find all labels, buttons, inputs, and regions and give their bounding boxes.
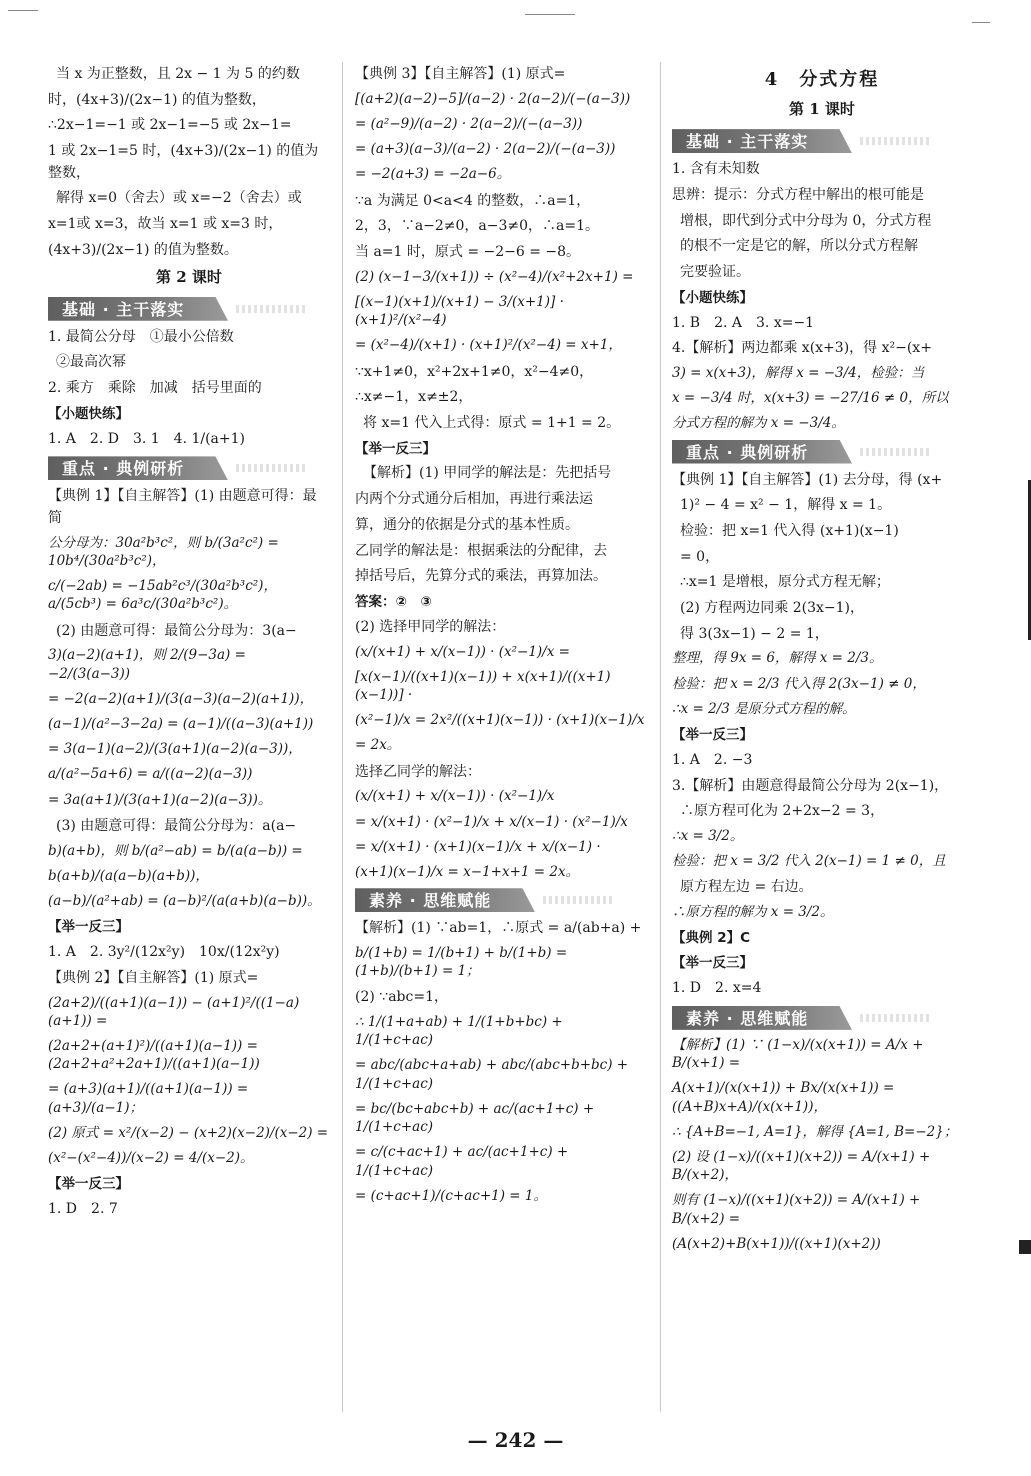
column-divider-1 (342, 62, 343, 1412)
text-line: 选择乙同学的解法： (355, 763, 481, 780)
practice-block (355, 463, 645, 881)
quick-practice-tag: 【小题快练】 (672, 289, 753, 306)
math-line: (x²−1)/x = 2x²/((x+1)(x−1)) · (x+1)(x−1)/x (355, 712, 645, 729)
text-line: 将 x=1 代入上式得：原式 = 1+1 = 2。 (363, 414, 621, 431)
banner-label: 素养 · 思维赋能 (369, 891, 492, 911)
math-line: = (a+3)(a+1)/((a+1)(a−1)) = (a+3)/(a−1)； (48, 1081, 249, 1116)
text-line: 原方程左边 = 右边。 (680, 879, 813, 896)
math-line: (2) 原式 = x²/(x−2) − (x+2)(x−2)/(x−2) = (48, 1124, 329, 1141)
banner-decoration (236, 305, 306, 313)
example-2-block (48, 968, 330, 1167)
literacy-block (672, 1036, 972, 1253)
section-banner (672, 129, 972, 153)
math-line: (a−1)/(a²−3−2a) = (a−1)/((a−3)(a+1)) (48, 716, 314, 733)
math-line: 则有 (1−x)/((x+1)(x+2)) = A/(x+1) + B/(x+2) = (672, 1192, 921, 1227)
text-line: (3) 由题意可得：最简公分母为：a(a− (56, 817, 297, 834)
math-line: (x+1)(x−1)/x = x−1+x+1 = 2x。 (355, 863, 580, 880)
banner-label: 基础 · 主干落实 (686, 132, 809, 152)
text-line: 完要验证。 (680, 263, 750, 280)
math-line: = (a+3)(a−3)/(a−2) · 2(a−2)/(−(a−3)) (355, 141, 616, 158)
lesson-title: 第 2 课时 (156, 267, 222, 286)
math-line: 分式方程的解为 x = −3/4。 (672, 415, 845, 432)
banner-decoration (543, 896, 613, 904)
banner-label: 基础 · 主干落实 (62, 299, 185, 319)
column-divider-2 (660, 62, 661, 1412)
banner-decoration (236, 464, 306, 472)
math-line: [(x−1)(x+1)/(x+1) − 3/(x+1)] · (x+1)²/(x²−4) (355, 293, 564, 329)
side-tab-mark (1019, 1240, 1031, 1254)
math-line: (a−b)/(a²+ab) = (a−b)²/(a(a+b)(a−b))。 (48, 893, 321, 910)
text-line: (2) 选择甲同学的解法： (355, 618, 506, 635)
math-line: (x/(x+1) + x/(x−1)) · (x²−1)/x (355, 788, 555, 805)
math-line: 整理，得 9x = 6，解得 x = 2/3。 (672, 650, 883, 667)
math-line: b/(1+b) = 1/(b+1) + b/(1+b) = (1+b)/(b+1) = 1； (355, 944, 568, 980)
text-line: 的根不一定是它的解，所以分式方程解 (680, 238, 918, 255)
text-line: (4x+3)/(2x−1) 的值为整数。 (48, 241, 238, 258)
page-number: — 242 — (467, 1428, 564, 1452)
text-line: 乙同学的解法是：根据乘法的分配律，去 (355, 542, 607, 559)
math-line: = bc/(bc+abc+b) + ac/(ac+1+c) + 1/(1+c+ac) (355, 1100, 595, 1136)
math-line: 3) = x(x+3)，解得 x = −3/4，检验：当 (672, 364, 925, 381)
text-line: ∵x+1≠0，x²+2x+1≠0，x²−4≠0， (355, 363, 594, 380)
literacy-block (355, 918, 645, 1205)
text-line: = 0， (680, 548, 720, 565)
example-1-block (672, 470, 972, 718)
text-line: 1. A 2. −3 (672, 751, 753, 768)
text-line: 当 a=1 时，原式 = −2−6 = −8。 (355, 243, 581, 260)
text-line: 3.【解析】由题意得最简公分母为 2(x−1)， (672, 777, 949, 794)
text-line: ②最高次幂 (56, 354, 126, 371)
math-line: = x/(x+1) · (x²−1)/x + x/(x−1) · (x²−1)/x (355, 813, 628, 830)
quick-block (672, 313, 972, 433)
text-line: 2. 乘方 乘除 加减 括号里面的 (48, 380, 262, 397)
math-line: (2) 设 (1−x)/((x+1)(x+2)) = A/(x+1) + B/(x+2)， (672, 1148, 931, 1184)
text-line: 算，通分的依据是分式的基本性质。 (355, 516, 579, 533)
lesson-title: 第 1 课时 (789, 99, 855, 118)
intro-block (48, 64, 330, 262)
basics-block (672, 159, 972, 283)
top-mark-right (972, 22, 990, 23)
banner-label: 重点 · 典例研析 (62, 459, 185, 479)
banner-decoration (860, 137, 930, 145)
practice-answers: 1. D 2. 7 (48, 1201, 118, 1218)
practice-tag: 【举一反三】 (672, 727, 753, 743)
math-line: a/(a²−5a+6) = a/((a−2)(a−3)) (48, 766, 253, 783)
section-banner (672, 440, 972, 464)
text-line: 【典例 1】【自主解答】(1) 由题意可得：最简 (48, 488, 317, 527)
practice-block (672, 750, 972, 921)
text-line: 1. 含有未知数 (672, 161, 760, 178)
text-line: ∴原方程可化为 2+2x−2 = 3， (680, 803, 885, 820)
math-line: (2a+2)/((a+1)(a−1)) − (a+1)²/((1−a)(a+1)) = (48, 994, 300, 1029)
text-line: 【解析】(1) 甲同学的解法是：先把括号 (363, 465, 612, 482)
math-line: = x/(x+1) · (x+1)(x−1)/x + x/(x−1) · (355, 838, 601, 855)
text-line: ∴x≠−1，x≠±2， (355, 389, 473, 406)
section-banner (672, 1006, 972, 1030)
math-line: ∴x = 3/2。 (672, 827, 744, 844)
text-line: x=1或 x=3，故当 x=1 或 x=3 时， (48, 216, 283, 233)
section-banner (48, 456, 330, 480)
banner-label: 素养 · 思维赋能 (686, 1008, 809, 1028)
text-line: 增根，即代到分式中分母为 0，分式方程 (680, 212, 932, 229)
example-3-block (355, 64, 645, 435)
section-banner (48, 297, 330, 321)
quick-practice-tag: 【小题快练】 (48, 405, 129, 422)
column-right (672, 62, 972, 1260)
text-line: 1)² − 4 = x² − 1，解得 x = 1。 (680, 497, 892, 514)
practice-answers: 1. A 2. 3y²/(12x²y) 10x/(12x²y) (48, 944, 280, 961)
math-line: ∴ 1/(1+a+ab) + 1/(1+b+bc) + 1/(1+c+ac) (355, 1014, 563, 1049)
text-line: 解得 x=0（舍去）或 x=−2（舍去）或 (56, 190, 302, 207)
example-1-block (48, 486, 330, 910)
practice-answers: 1. D 2. x=4 (672, 980, 762, 997)
text-line: 检验：把 x=1 代入得 (x+1)(x−1) (680, 522, 899, 539)
text-line: 2，3，∵a−2≠0，a−3≠0，∴a=1。 (355, 218, 600, 235)
text-line: 掉括号后，先算分式的乘法，再算加法。 (355, 568, 607, 585)
math-line: (A(x+2)+B(x+1))/((x+1)(x+2)) (672, 1235, 881, 1252)
math-line: = (x²−4)/(x+1) · (x+1)²/(x²−4) = x+1， (355, 337, 622, 354)
math-line: = (a²−9)/(a−2) · 2(a−2)/(−(a−3)) (355, 115, 583, 132)
text-line: 内两个分式通分后相加，再进行乘法运 (355, 491, 593, 508)
banner-decoration (860, 1014, 930, 1022)
top-mark-center (525, 14, 575, 15)
text-line: 【典例 1】【自主解答】(1) 去分母，得 (x+ (672, 471, 943, 488)
math-line: = −2(a+3) = −2a−6。 (355, 166, 511, 183)
math-line: 【解析】(1) ∵ (1−x)/(x(x+1)) = A/x + B/(x+1) = (672, 1036, 924, 1072)
text-line: ∴2x−1=−1 或 2x−1=−5 或 2x−1= (48, 117, 292, 134)
practice-tag: 【举一反三】 (355, 440, 436, 457)
text-line: (2) 由题意可得：最简公分母为：3(a− (56, 622, 297, 639)
math-line: = (c+ac+1)/(c+ac+1) = 1。 (355, 1187, 547, 1204)
text-line: 【典例 2】【自主解答】(1) 原式= (48, 969, 259, 986)
text-line: ∵a 为满足 0<a<4 的整数，∴a=1， (355, 192, 591, 209)
text-line: 1. 最简公分母 ①最小公倍数 (48, 328, 234, 345)
text-line: (2) 方程两边同乘 2(3x−1)， (680, 599, 865, 616)
text-line: 【解析】(1) ∵ab=1，∴原式 = a/(ab+a) + (355, 920, 642, 937)
text-line: 1 或 2x−1=5 时，(4x+3)/(2x−1) 的值为整数， (48, 143, 319, 181)
column-left (48, 62, 330, 1225)
math-line: = 2x。 (355, 737, 401, 754)
math-line: = c/(c+ac+1) + ac/(ac+1+c) + 1/(1+c+ac) (355, 1144, 569, 1179)
column-middle (355, 62, 645, 1212)
text-line: 1. B 2. A 3. x=−1 (672, 314, 815, 331)
answer-line: 答案：② ③ (355, 593, 432, 610)
section-title: 4 分式方程 (764, 69, 880, 90)
top-mark-left (8, 10, 38, 11)
practice-tag: 【举一反三】 (48, 1176, 129, 1193)
math-line: (2a+2+(a+1)²)/((a+1)(a−1)) = (2a+2+a²+2a+1)/((a+1)(a−1)) (48, 1037, 260, 1073)
text-line: 【典例 3】【自主解答】(1) 原式= (355, 66, 566, 82)
text-line: (2) ∵abc=1， (355, 989, 448, 1006)
quick-answers: 1. A 2. D 3. 1 4. 1/(a+1) (48, 430, 246, 447)
math-line: A(x+1)/(x(x+1)) + Bx/(x(x+1)) = ((A+B)x+A)/(x(x+1))， (672, 1080, 895, 1115)
math-line: = abc/(abc+a+ab) + abc/(abc+b+bc) + 1/(1+c+ac) (355, 1057, 629, 1092)
text-line: 当 x 为正整数，且 2x − 1 为 5 的约数 (56, 66, 300, 82)
math-line: x = −3/4 时，x(x+3) = −27/16 ≠ 0，所以 (672, 390, 949, 407)
example-2-answer: 【典例 2】C (672, 930, 751, 947)
math-line: = −2(a−2)(a+1)/(3(a−3)(a−2)(a+1))， (48, 690, 314, 707)
math-line: ∴x = 2/3 是原分式方程的解。 (672, 700, 856, 717)
math-line: = 3(a−1)(a−2)/(3(a+1)(a−2)(a−3))， (48, 741, 302, 758)
math-line: (2) (x−1−3/(x+1)) ÷ (x²−4)/(x²+2x+1) = (355, 268, 634, 285)
math-line: b)(a+b)，则 b/(a²−ab) = b/(a(a−b)) = (48, 842, 303, 859)
math-line: [x(x−1)/((x+1)(x−1)) + x(x+1)/((x+1)(x−1))] · (355, 668, 611, 703)
banner-decoration (860, 448, 930, 456)
math-line: 检验：把 x = 3/2 代入 2(x−1) = 1 ≠ 0，且 (672, 853, 946, 870)
math-line: 公分母为：30a²b³c²，则 b/(3a²c²) = 10b⁴/(30a²b³c²)， (48, 534, 279, 570)
text-line: 4.【解析】两边都乘 x(x+3)，得 x²−(x+ (672, 340, 932, 357)
math-line: c/(−2ab) = −15ab²c³/(30a²b³c²)，a/(5cb³) = 6a³c/(30a²b³c²)。 (48, 578, 277, 613)
math-line: ∴ {A+B=−1, A=1}，解得 {A=1, B=−2}； (672, 1123, 958, 1140)
text-line: 思辨：提示：分式方程中解出的根可能是 (672, 186, 924, 203)
text-line: 得 3(3x−1) − 2 = 1， (680, 625, 829, 642)
section-banner (355, 888, 645, 912)
text-line: ∴x=1 是增根，原分式方程无解； (680, 574, 890, 591)
practice-tag: 【举一反三】 (48, 919, 129, 936)
math-line: 3)(a−2)(a+1)，则 2/(9−3a) = −2/(3(a−3)) (48, 647, 246, 682)
math-line: = 3a(a+1)/(3(a+1)(a−2)(a−3))。 (48, 791, 272, 808)
math-line: [(a+2)(a−2)−5]/(a−2) · 2(a−2)/(−(a−3)) (355, 90, 631, 107)
banner-label: 重点 · 典例研析 (686, 442, 809, 462)
math-line: b(a+b)/(a(a−b)(a+b))， (48, 867, 209, 884)
math-line: (x/(x+1) + x/(x−1)) · (x²−1)/x = (355, 643, 570, 660)
text-line: 时，(4x+3)/(2x−1) 的值为整数， (48, 91, 266, 108)
math-line: ∴原方程的解为 x = 3/2。 (672, 904, 834, 921)
math-line: 检验：把 x = 2/3 代入得 2(3x−1) ≠ 0， (672, 675, 926, 692)
math-line: (x²−(x²−4))/(x−2) = 4/(x−2)。 (48, 1150, 254, 1167)
practice-tag: 【举一反三】 (672, 955, 753, 972)
